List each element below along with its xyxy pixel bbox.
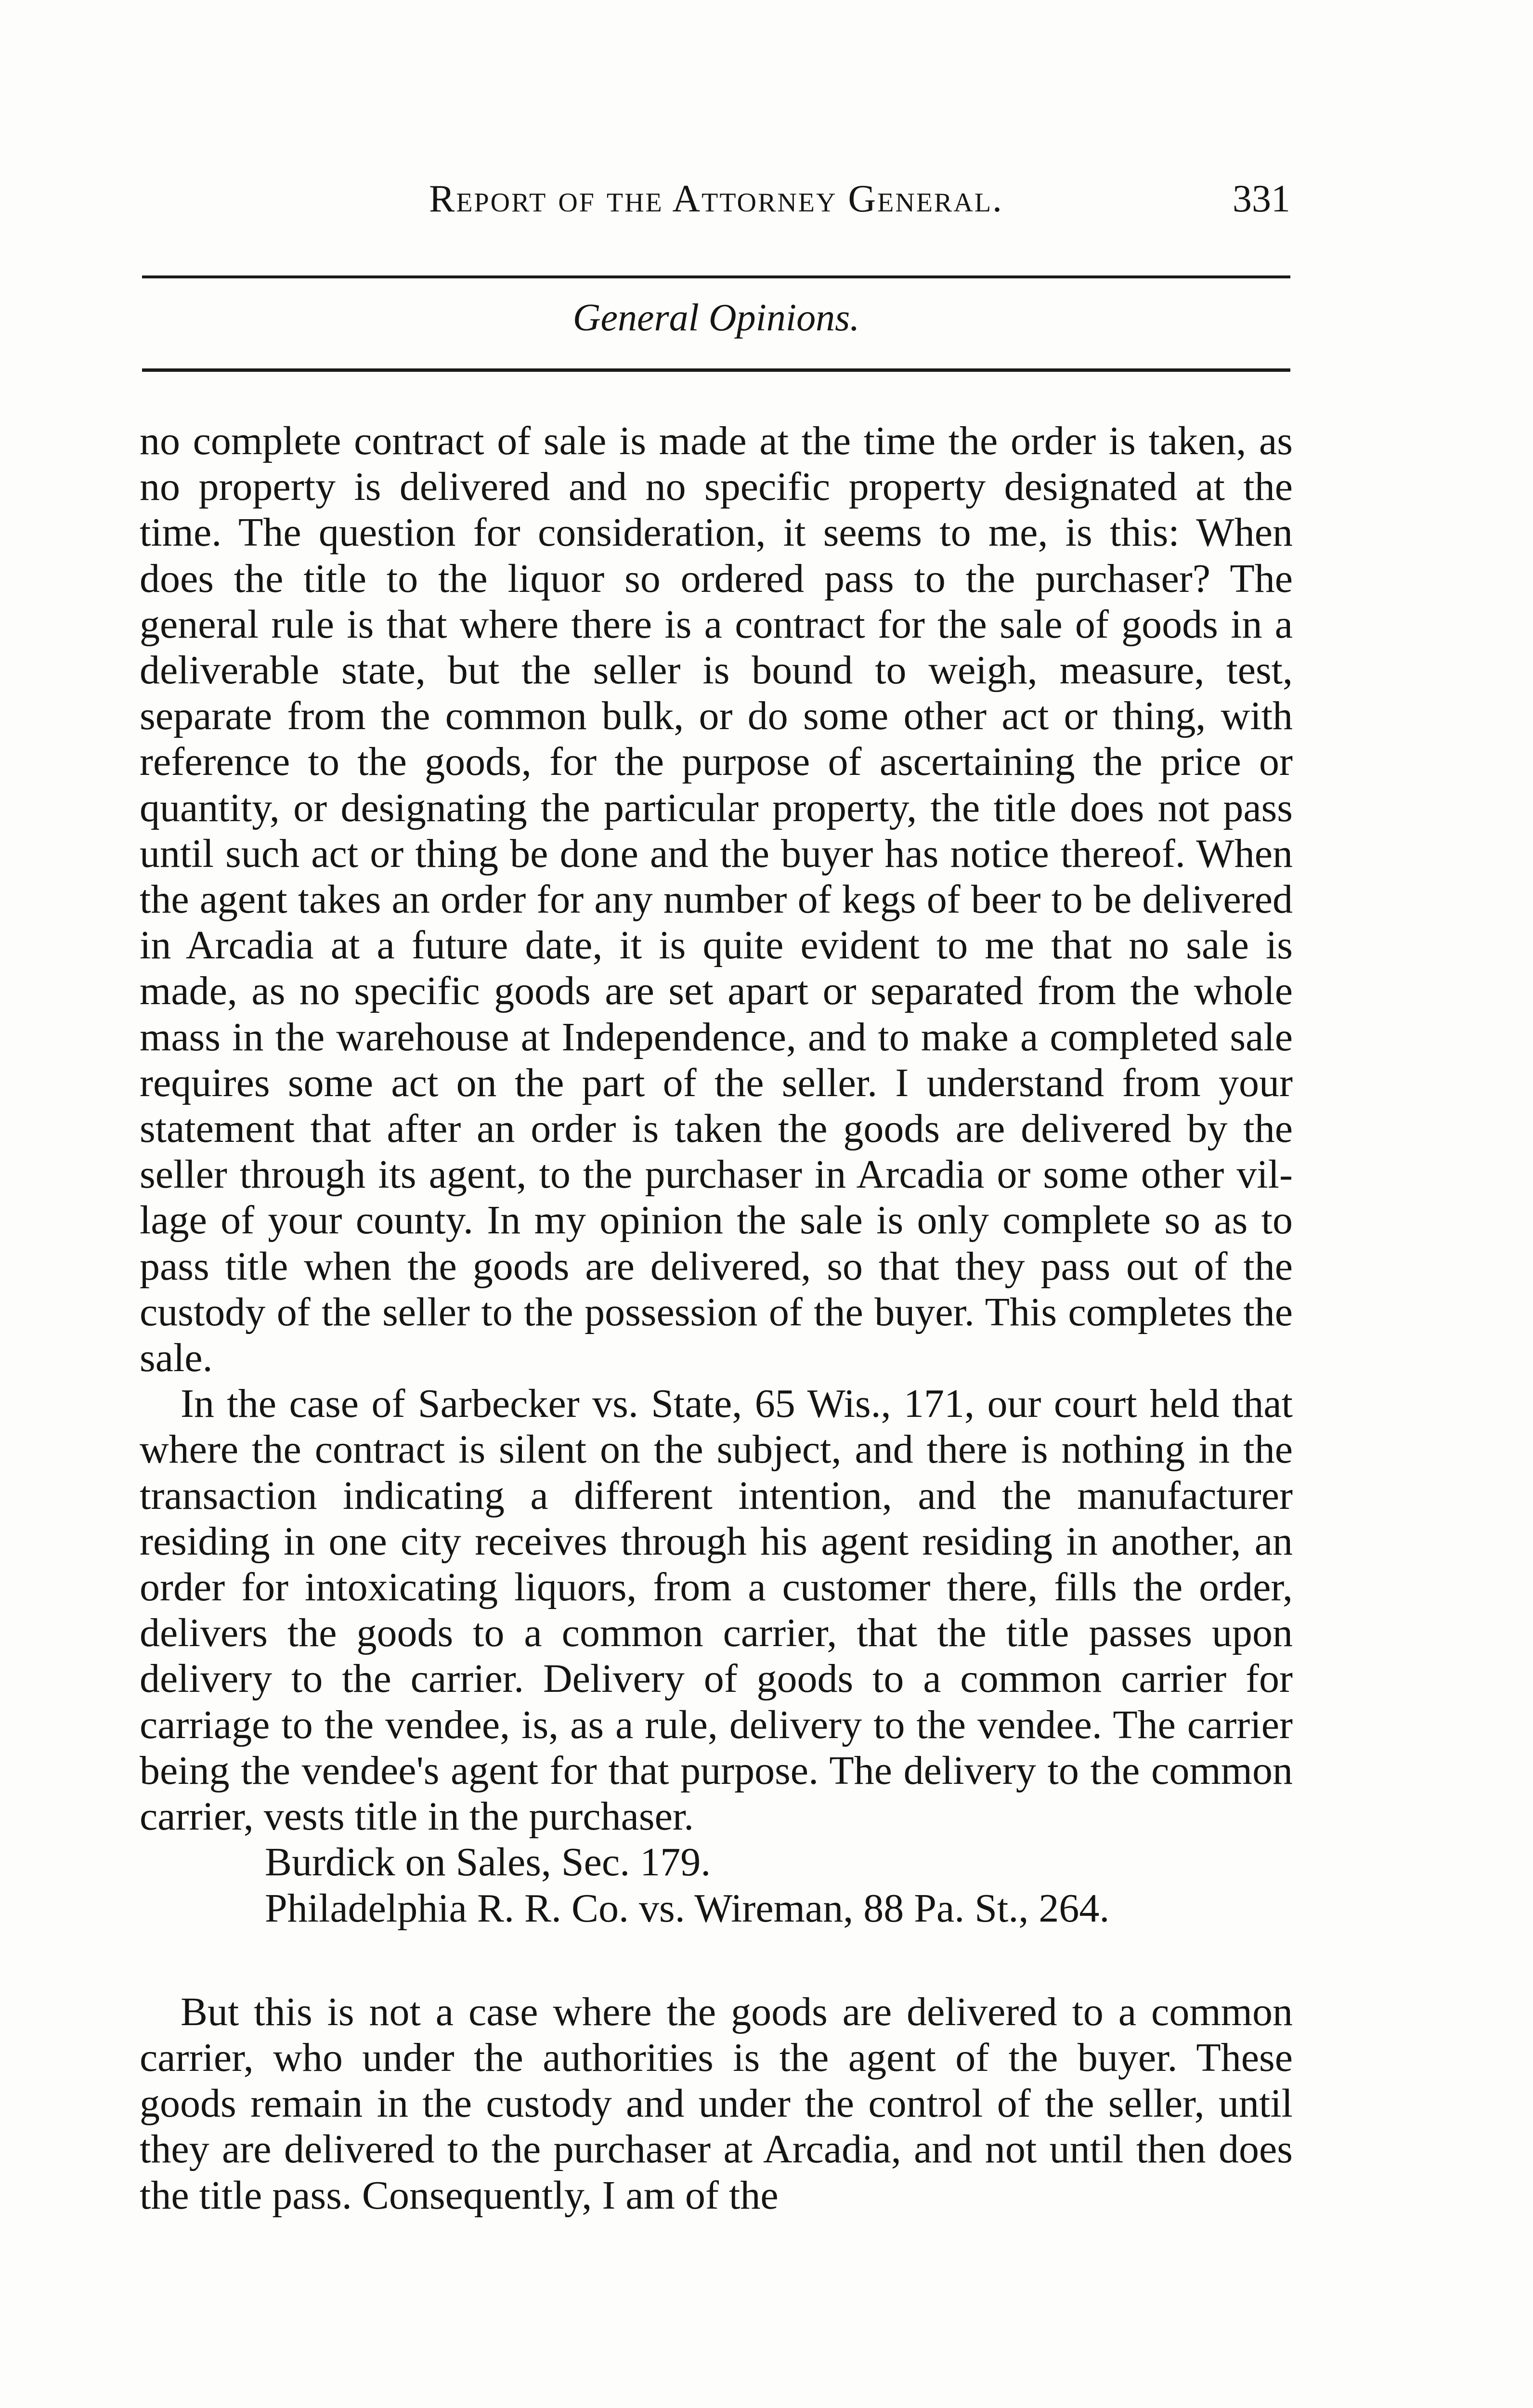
header-rule-bottom xyxy=(142,368,1290,372)
citation-burdick: Burdick on Sales, Sec. 179. xyxy=(265,1840,711,1885)
citation-philadelphia: Philadelphia R. R. Co. vs. Wireman, 88 Pa. St., 264. xyxy=(265,1885,1110,1931)
running-title: Report of the Attorney General. xyxy=(429,178,1004,220)
header-rule-top xyxy=(142,275,1290,278)
paragraph-conclusion: But this is not a case where the goods are delivered to a common carrier, who under the authorities is the agent of the buyer. These goods remain in the custody and under the control of the seller, until they are delivered to the purchaser at Arcadia, and not until then does the title pass. Consequently, I am of the xyxy=(140,1989,1293,2218)
section-title: General Opinions. xyxy=(572,297,860,339)
body-text xyxy=(140,418,1293,2218)
paragraph-gap xyxy=(140,1931,1293,1989)
paragraph-sarbecker-case: In the case of Sarbecker vs. State, 65 Wis., 171, our court held that where the contract is silent on the subject, and there is nothing in the transaction indicating a different intention, and the manufacturer residing in one city receives through his agent residing in another, an order for intoxicating liquors, from a customer there, fills the order, delivers the goods to a common carrier, that the title passes upon delivery to the carrier. Delivery of goods to a common carrier for carriage to the vendee, is, as a rule, delivery to the vendee. The carrier being the vendee's agent for that purpose. The delivery to the common carrier, vests title in the purchaser. xyxy=(140,1381,1293,1839)
page-header xyxy=(142,177,1290,235)
page-number: 331 xyxy=(1233,178,1290,220)
paragraph-continued-opinion: no complete contract of sale is made at the time the order is taken, as no property is delivered and no specific property designated at the time. The question for consideration, it seems to me, is this: When does the title to the liquor so ordered pass to the purchaser? The general rule is that where there is a contract for the sale of goods in a deliverable state, but the seller is bound to weigh, measure, test, separate from the common bulk, or do some other act or thing, with reference to the goods, for the purpose of ascertaining the price or quantity, or designating the particular property, the title does not pass until such act or thing be done and the buyer has notice thereof. When the agent takes an order for any number of kegs of beer to be delivered in Arcadia at a future date, it is quite evident to me that no sale is made, as no specific goods are set apart or separated from the whole mass in the warehouse at Independence, and to make a completed sale requires some act on the part of the seller. I understand from your statement that after an order is taken the goods are delivered by the seller through its agent, to the purchaser in Arcadia or some other village of your county. In my opinion the sale is only complete so as to pass title when the goods are delivered, so that they pass out of the custody of the seller to the possession of the buyer. This completes the sale. xyxy=(140,419,1293,1381)
